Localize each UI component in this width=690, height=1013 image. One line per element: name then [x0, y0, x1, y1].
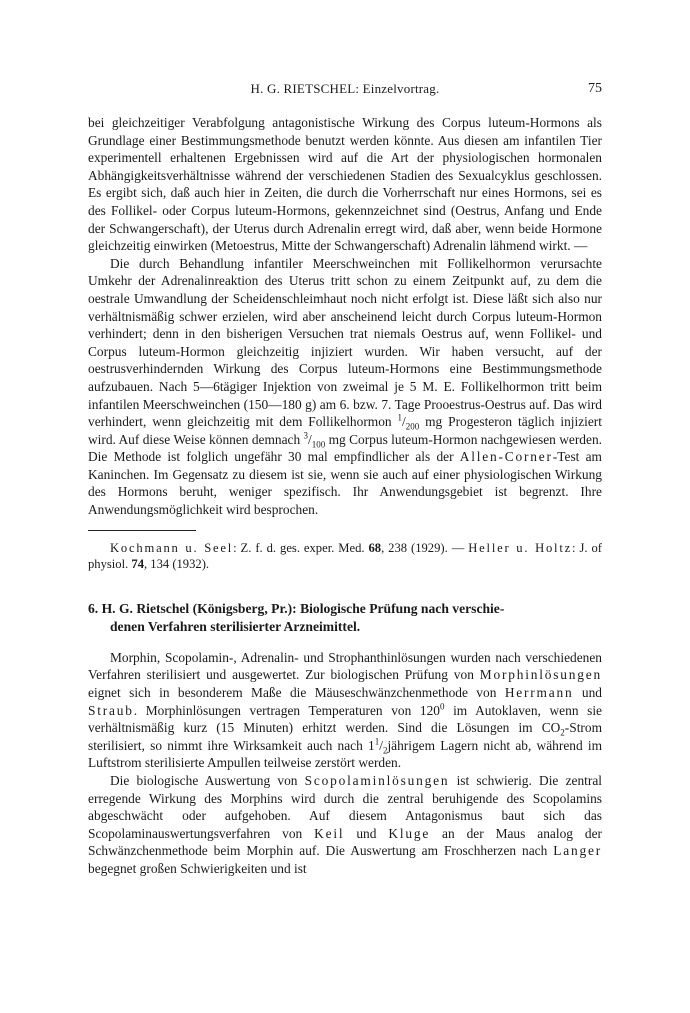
references: [88, 540, 602, 573]
paragraph-4: Die biologische Auswertung von Scopolaminlösungen ist schwierig. Die zentral erregende Wirkung des Morphins wird durch die zentral beruhigende des Scopolamins abgeschwächt oder aufgehoben. Auf diesem Antagonismus baut sich das Scopolaminauswertungsverfahren von Keil und Kluge an der Maus analog der Schwänzchenmethode beim Morphin auf. Die Auswertung am Froschherzen nach Langer begegnet großen Schwierigkeiten und ist: [88, 773, 602, 876]
paragraph-2: Die durch Behandlung infantiler Meerschweinchen mit Follikelhormon verursachte Umkehr der Adrenalinreaktion des Uterus tritt schon zu einem Zeitpunkt auf, zu dem die oestrale Umwandlung der Scheidenschleimhaut noch nicht erfolgt ist. Diese läßt sich also nur verhältnismäßig schwer erzielen, wird aber anscheinend leicht durch Corpus luteum-Hormon verhindert; denn in den bisherigen Versuchen trat niemals Oestrus auf, wenn Follikel- und Corpus luteum-Hormon gleichzeitig injiziert wurden. Wir haben versucht, auf der oestrusverhindernden Wirkung des Corpus luteum-Hormons eine Bestimmungsmethode aufzubauen. Nach 5—6tägiger Injektion von zweimal je 5 M. E. Follikelhormon tritt beim infantilen Meerschweinchen (150—180 g) am 6. bzw. 7. Tage Prooestrus-Oestrus auf. Das wird verhindert, wenn gleichzeitig mit dem Follikelhormon $^1/_{200}$ mg Progesteron täglich injiziert wird. Auf diese Weise können demnach $^3/_{100}$ mg Corpus luteum-Hormon nachgewiesen werden. Die Methode ist folglich ungefähr 30 mal empfindlicher als der Allen-Corner-Test am Kaninchen. Im Gegensatz zu diesem ist sie, wenn sie auch auf einer physiologischen Wirkung des Hormons beruht, weniger spezifisch. Ihr Anwendungsgebiet ist begrenzt. Ihre Anwendungsmöglichkeit wird besprochen.: [88, 255, 602, 518]
reference-divider: [88, 530, 196, 531]
fraction-1-2: $^1/_2$: [374, 736, 388, 756]
author-name: Keil: [314, 825, 345, 841]
reference-author: Heller u. Holtz: [468, 540, 573, 555]
article-body: [88, 114, 602, 878]
author-name: Langer: [553, 843, 602, 859]
page-number: 75: [588, 81, 602, 96]
fraction-3-100: $^3/_{100}$: [303, 430, 326, 450]
paragraph-1: bei gleichzeitiger Verabfolgung antagonistische Wirkung des Corpus luteum-Hormons als Grundlage einer Bestimmungsmethode benutzt werden könnte. Aus diesen am infantilen Tier experimentell erhaltenen Ergebnissen wird auf die Art der physiologischen hormonalen Abhängigkeitsverhältnisse während der verschiedenen Stadien des Sexualcyklus geschlossen. Es ergibt sich, daß auch hier in Zeiten, die durch die Vorherrschaft nur eines Hormons, sei es des Follikel- oder Corpus luteum-Hormons, gekennzeichnet sind (Oestrus, Anfang und Ende der Schwangerschaft), der Uterus durch Adrenalin erregt wird, daß aber, wenn beide Hormone gleichzeitig einwirken (Metoestrus, Mitte der Schwangerschaft) Adrenalin lähmend wirkt. —: [88, 115, 602, 254]
paragraph-3: Morphin, Scopolamin-, Adrenalin- und Strophanthinlösungen wurden nach verschiedenen Verfahren sterilisiert und ausgewertet. Zur biologischen Prüfung von Morphinlösungen eignet sich in besonderem Maße die Mäuseschwänzchenmethode von Herrmann und Straub. Morphinlösungen vertragen Temperaturen von $120^0$ im Autoklaven, wenn sie verhältnismäßig kurz (15 Minuten) erhitzt werden. Sind die Lösungen im $CO_2$-Strom sterilisiert, so nimmt ihre Wirksamkeit auch nach $1^1/_2jährigem$ Lagern nicht ab, während im Luftstrom sterilisierte Ampullen teilweise zerstört werden.: [88, 649, 602, 771]
section-author: H. G. Rietschel (Königsberg, Pr.):: [101, 600, 297, 616]
running-header: [88, 80, 602, 100]
section-heading: [88, 600, 602, 636]
author-name: Allen-Corner: [459, 449, 553, 465]
fraction-1-200: $^1/_{200}$: [397, 412, 420, 432]
author-name: Straub: [88, 702, 134, 718]
reference-list: Kochmann u. Seel: Z. f. d. ges. exper. Med. 68, 238 (1929). — Heller u. Holtz: J. of physiol. 74, 134 (1932).: [88, 540, 602, 572]
author-name: Herrmann: [504, 685, 574, 701]
running-title: H. G. RIETSCHEL: Einzelvortrag.: [250, 81, 440, 96]
section-title-line-2: denen Verfahren sterilisierter Arzneimittel.: [110, 618, 361, 634]
reference-author: Kochmann u. Seel: [110, 540, 234, 555]
section-title-line-1: Biologische Prüfung nach verschie-: [300, 600, 505, 616]
author-name: Kluge: [388, 825, 431, 841]
section-number: 6.: [88, 600, 99, 616]
journal-page: [88, 0, 602, 878]
